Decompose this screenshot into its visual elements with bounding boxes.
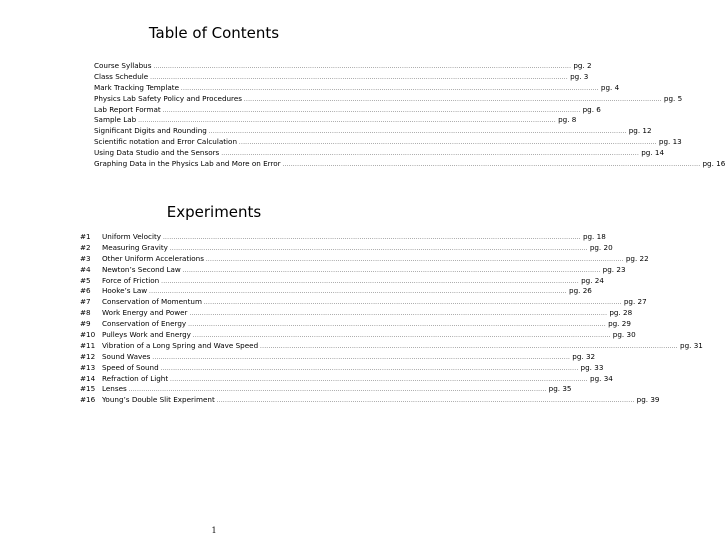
experiment-entry: [80, 362, 604, 374]
experiment-entry: [80, 351, 596, 363]
toc-entry: [94, 71, 589, 83]
entry-title: Conservation of Energy: [102, 319, 187, 329]
experiments-title: Experiments: [166, 203, 262, 221]
entry-title: Physics Lab Safety Policy and Procedures: [94, 93, 243, 103]
experiment-number: #13: [80, 362, 96, 372]
experiment-entry: [80, 395, 660, 406]
experiment-entry: [80, 384, 572, 395]
dot-leader: ........................................................................................................................................................................................................: [188, 322, 607, 329]
entry-page-number: pg. 3: [570, 71, 589, 81]
entry-title: Conservation of Momentum: [102, 297, 202, 307]
dot-leader: ........................................................................................................................................................................................................: [221, 151, 640, 158]
dot-leader: ........................................................................................................................................................................................................: [138, 118, 557, 125]
entry-page-number: pg. 29: [608, 319, 631, 329]
experiment-entry: [80, 242, 613, 254]
entry-title: Scientific notation and Error Calculation: [94, 137, 238, 147]
entry-title: Hooke’s Law: [102, 286, 148, 296]
dot-leader: ........................................................................................................................................................................................................: [208, 129, 627, 136]
dot-leader: ........................................................................................................................................................................................................: [149, 289, 568, 296]
experiment-number: #6: [80, 286, 91, 296]
entry-page-number: pg. 12: [628, 126, 652, 136]
dot-leader: ........................................................................................................................................................................................................: [161, 278, 580, 285]
entry-title: Significant Digits and Rounding: [94, 126, 207, 136]
dot-leader: ........................................................................................................................................................................................................: [170, 376, 589, 383]
toc-entry: [94, 159, 725, 170]
entry-page-number: pg. 16: [702, 159, 725, 169]
toc-entry: [94, 61, 592, 72]
entry-title: Refraction of Light: [102, 373, 169, 383]
dot-leader: ........................................................................................................................................................................................................: [203, 300, 622, 307]
entry-page-number: pg. 31: [680, 340, 703, 350]
dot-leader: ........................................................................................................................................................................................................: [205, 256, 624, 263]
toc-entry: [94, 82, 620, 94]
entry-page-number: pg. 26: [569, 286, 592, 296]
experiment-number: #5: [80, 275, 91, 285]
experiment-number: #16: [80, 395, 96, 405]
dot-leader: ........................................................................................................................................................................................................: [169, 245, 588, 252]
dot-leader: ........................................................................................................................................................................................................: [189, 311, 608, 318]
entry-page-number: pg. 33: [580, 362, 604, 372]
entry-page-number: pg. 35: [548, 384, 572, 394]
entry-page-number: pg. 23: [602, 264, 626, 274]
entry-title: Sound Waves: [102, 351, 151, 361]
entry-title: Speed of Sound: [102, 362, 159, 372]
toc-list: [94, 61, 725, 170]
toc-entry: [94, 126, 652, 137]
dot-leader: ........................................................................................................................................................................................................: [181, 85, 599, 92]
dot-leader: ........................................................................................................................................................................................................: [128, 387, 547, 394]
experiment-number: #3: [80, 253, 91, 263]
entry-title: Graphing Data in the Physics Lab and More on Error: [94, 159, 281, 169]
dot-leader: ........................................................................................................................................................................................................: [163, 235, 581, 241]
experiment-number: #9: [80, 319, 91, 329]
experiment-number: #1: [80, 232, 91, 241]
experiment-entry: [80, 253, 649, 265]
entry-title: Mark Tracking Template: [94, 82, 180, 92]
toc-title: Table of Contents: [148, 24, 280, 42]
entry-page-number: pg. 30: [612, 330, 636, 340]
entry-title: Work Energy and Power: [102, 308, 188, 318]
entry-title: Uniform Velocity: [102, 232, 162, 241]
entry-title: Pulleys Work and Energy: [102, 330, 191, 340]
entry-page-number: pg. 22: [625, 253, 649, 263]
dot-leader: ........................................................................................................................................................................................................: [160, 365, 579, 372]
entry-page-number: pg. 2: [573, 61, 592, 70]
experiments-list: [80, 232, 703, 406]
entry-page-number: pg. 32: [572, 351, 596, 361]
entry-title: Young’s Double Slit Experiment: [102, 395, 215, 405]
entry-title: Force of Friction: [102, 275, 160, 285]
dot-leader: ........................................................................................................................................................................................................: [152, 354, 571, 361]
entry-page-number: pg. 8: [558, 115, 577, 125]
dot-leader: ........................................................................................................................................................................................................: [244, 96, 662, 103]
experiment-entry: [80, 373, 613, 385]
entry-title: Measuring Gravity: [102, 242, 168, 252]
experiment-entry: [80, 232, 606, 243]
entry-page-number: pg. 34: [590, 373, 613, 383]
dot-leader: ........................................................................................................................................................................................................: [153, 64, 572, 70]
entry-page-number: pg. 27: [623, 297, 647, 307]
entry-title: Lenses: [102, 384, 127, 394]
experiment-number: #2: [80, 242, 91, 252]
entry-page-number: pg. 39: [636, 395, 660, 405]
entry-page-number: pg. 28: [609, 308, 633, 318]
entry-title: Newton’s Second Law: [102, 264, 181, 274]
entry-title: Class Schedule: [94, 71, 149, 81]
dot-leader: ........................................................................................................................................................................................................: [260, 343, 679, 350]
entry-page-number: pg. 20: [589, 242, 613, 252]
experiment-number: #15: [80, 384, 96, 394]
page-number: 1: [211, 526, 217, 535]
experiment-number: #12: [80, 351, 96, 361]
experiment-entry: [80, 264, 626, 276]
toc-entry: [94, 137, 682, 148]
toc-entry: [94, 115, 577, 126]
experiment-number: #14: [80, 373, 96, 383]
dot-leader: ........................................................................................................................................................................................................: [162, 107, 581, 114]
experiment-number: #8: [80, 308, 91, 318]
dot-leader: ........................................................................................................................................................................................................: [216, 398, 635, 405]
entry-page-number: pg. 13: [658, 137, 682, 147]
entry-page-number: pg. 4: [600, 82, 620, 92]
toc-entry: [94, 93, 683, 105]
entry-page-number: pg. 18: [582, 232, 606, 241]
dot-leader: ........................................................................................................................................................................................................: [239, 140, 657, 147]
experiment-entry: [80, 340, 703, 352]
entry-title: Sample Lab: [94, 115, 137, 125]
dot-leader: ........................................................................................................................................................................................................: [150, 74, 569, 81]
experiment-entry: [80, 297, 647, 308]
experiment-number: #4: [80, 264, 91, 274]
experiment-entry: [80, 308, 633, 319]
experiment-entry: [80, 275, 604, 287]
experiment-entry: [80, 330, 636, 341]
toc-entry: [94, 104, 601, 116]
experiment-entry: [80, 319, 631, 330]
entry-title: Vibration of a Long Spring and Wave Speed: [102, 340, 259, 350]
experiment-number: #10: [80, 330, 96, 340]
entry-title: Lab Report Format: [94, 104, 161, 114]
dot-leader: ........................................................................................................................................................................................................: [182, 267, 601, 274]
entry-title: Course Syllabus: [94, 61, 152, 70]
dot-leader: ........................................................................................................................................................................................................: [192, 333, 611, 340]
entry-page-number: pg. 24: [581, 275, 604, 285]
toc-entry: [94, 148, 665, 159]
entry-page-number: pg. 5: [663, 93, 683, 103]
entry-title: Other Uniform Accelerations: [102, 253, 204, 263]
experiment-entry: [80, 286, 592, 297]
experiment-number: #11: [80, 340, 96, 350]
experiment-number: #7: [80, 297, 91, 307]
dot-leader: ........................................................................................................................................................................................................: [282, 162, 701, 169]
entry-page-number: pg. 14: [641, 148, 665, 158]
entry-title: Using Data Studio and the Sensors: [94, 148, 220, 158]
entry-page-number: pg. 6: [582, 104, 601, 114]
